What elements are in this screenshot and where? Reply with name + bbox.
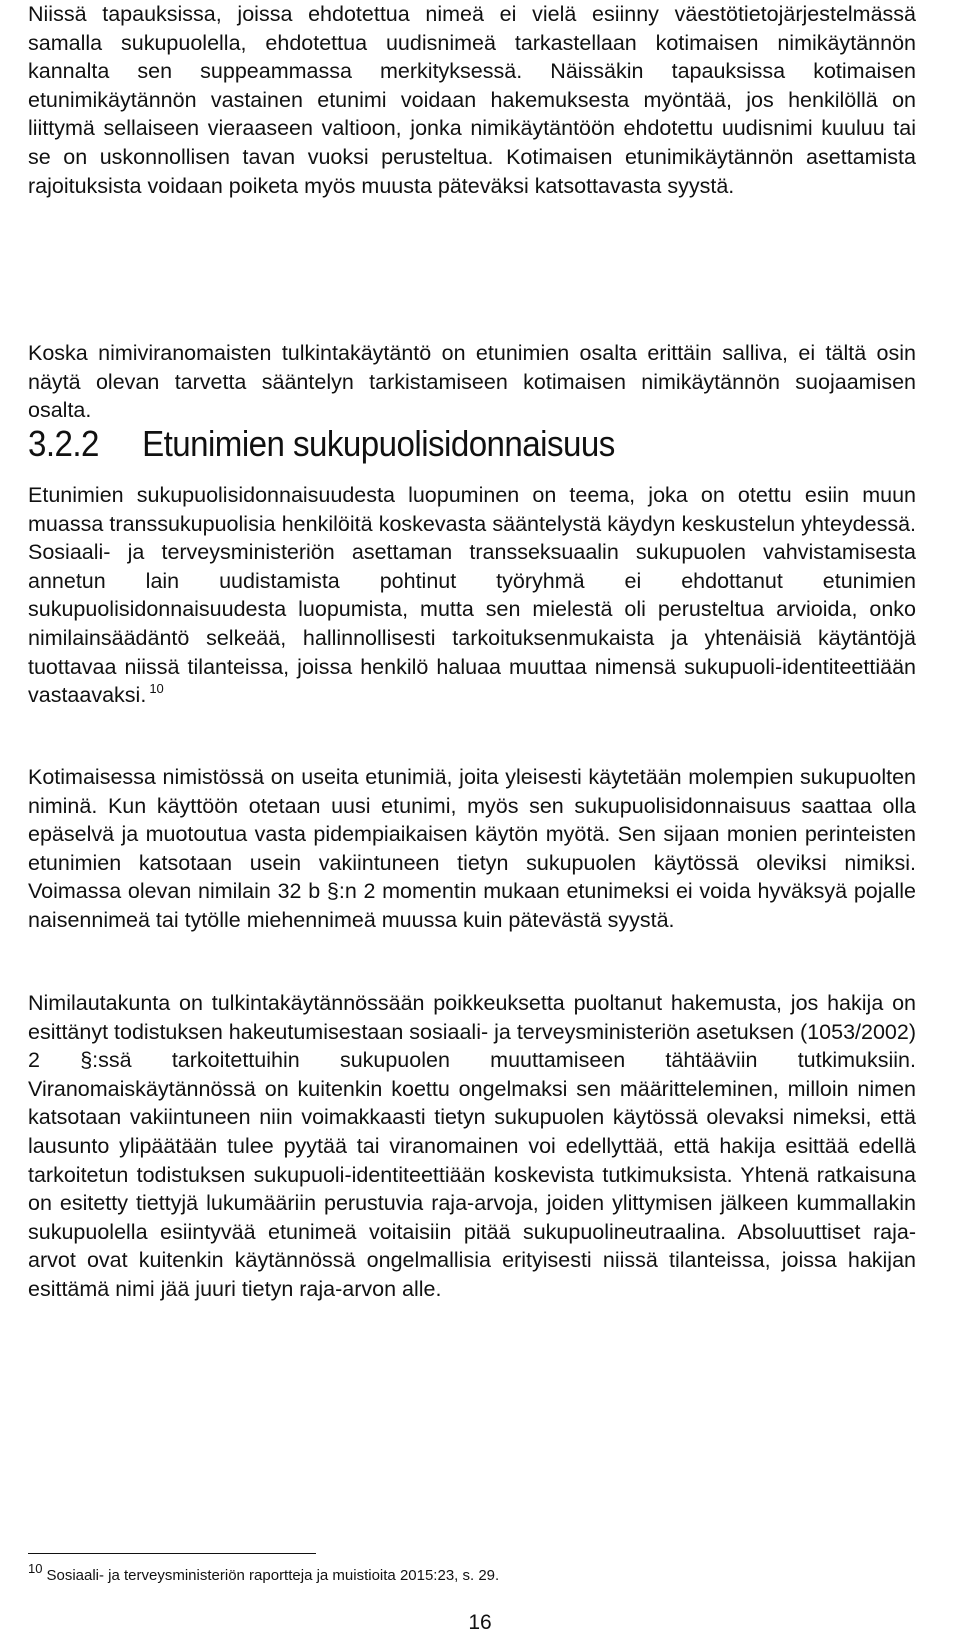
body-paragraph: Koska nimiviranomaisten tulkintakäytäntö on etunimien osalta erittäin salliva, ei tältä osin näytä olevan tarvetta sääntelyn tarkistamiseen kotimaisen nimikäytännön suojaamisen osalta. [28,341,916,423]
footnote [28,1561,500,1587]
paragraph-text: Etunimien sukupuolisidonnaisuudesta luopuminen on teema, joka on otettu esiin muun muassa transsukupuolisia henkilöitä koskevasta sääntelystä käydyn keskustelun yhteydessä. Sosiaali- ja terveysministeriön asettaman transseksuaalin sukupuolen vahvistamisesta annetun lain uudistamista pohtinut työryhmä ei ehdottanut etunimien sukupuolisidonnaisuudesta luopumista, mutta sen mielestä oli perusteltua arvioida, onko nimilainsäädäntö selkeää, hallinnollisesti tarkoituksenmukaista ja yhtenäisiä käytäntöjä tuottavaa niissä tilanteissa, joissa henkilö haluaa muuttaa nimensä sukupuoli-identiteettiään vastaavaksi. [28,483,916,708]
section-heading [28,422,615,466]
footnote-reference[interactable]: 10 [149,681,164,697]
body-paragraph [28,481,916,710]
body-paragraph: Kotimaisessa nimistössä on useita etunimiä, joita yleisesti käytetään molempien sukupuolten niminä. Kun käyttöön otetaan uusi etunimi, myös sen sukupuolisidonnaisuus saattaa olla epäselvä ja muotoutua vasta pidempiaikaisen käytön myötä. Sen sijaan monien perinteisten etunimien katsotaan usein vakiintuneen tietyn sukupuolen käytössä oleviksi nimiksi. Voimassa olevan nimilain 32 b §:n 2 momentin mukaan etunimeksi ei voida hyväksyä pojalle naisennimeä tai tytölle miehennimeä muussa kuin pätevästä syystä. [28,765,916,932]
footnote-text: Sosiaali- ja terveysministeriön raportteja ja muistioita 2015:23, s. 29. [46,1567,500,1584]
body-paragraph: Niissä tapauksissa, joissa ehdotettua nimeä ei vielä esiinny väestötietojärjestelmässä samalla sukupuolella, ehdotettua uudisnimeä tarkastellaan kotimaisen nimikäytännön kannalta sen suppeammassa merkityksessä. Näissäkin tapauksissa kotimaisen etunimikäytännön vastainen etunimi voidaan hakemuksesta myöntää, jos henkilöllä on liittymä sellaiseen vieraaseen valtioon, jonka nimikäytäntöön ehdotettu uudisnimi kuuluu tai se on uskonnollisen tavan vuoksi perusteltua. Kotimaisen etunimikäytännön asettamista rajoituksista voidaan poiketa myös muusta päteväksi katsottavasta syystä. [28,2,916,198]
footnote-divider [28,1553,316,1554]
section-number: 3.2.2 [28,423,99,464]
page-number: 16 [468,1611,492,1634]
footnote-number: 10 [28,1561,43,1576]
body-paragraph: Nimilautakunta on tulkintakäytännössään poikkeuksetta puoltanut hakemusta, jos hakija on esittänyt todistuksen hakeutumisestaan sosiaali- ja terveysministeriön asetuksen (1053/2002) 2 §:ssä tarkoitettuihin sukupuolen muuttamiseen tähtääviin tutkimuksiin. Viranomaiskäytännössä on kuitenkin koettu ongelmaksi sen määritteleminen, milloin nimen katsotaan vakiintuneen niin voimakkaasti tietyn sukupuolen käytössä olevaksi nimeksi, että lausunto ylipäätään tulee pyytää tai viranomainen voi edellyttää, että hakija esittää edellä tarkoitetun todistuksen sukupuoli-identiteettiään koskevista tutkimuksista. Yhtenä ratkaisuna on esitetty tiettyjä lukumääriin perustuvia raja-arvoja, joiden ylittymisen jälkeen kummallakin sukupuolella esiintyvää etunimeä voitaisiin pitää sukupuolineutraalina. Absoluuttiset raja-arvot ovat kuitenkin käytännössä ongelmallisia erityisesti niissä tilanteissa, joissa hakijan esittämä nimi jää juuri tietyn raja-arvon alle. [28,991,916,1301]
section-title: Etunimien sukupuolisidonnaisuus [142,423,615,464]
